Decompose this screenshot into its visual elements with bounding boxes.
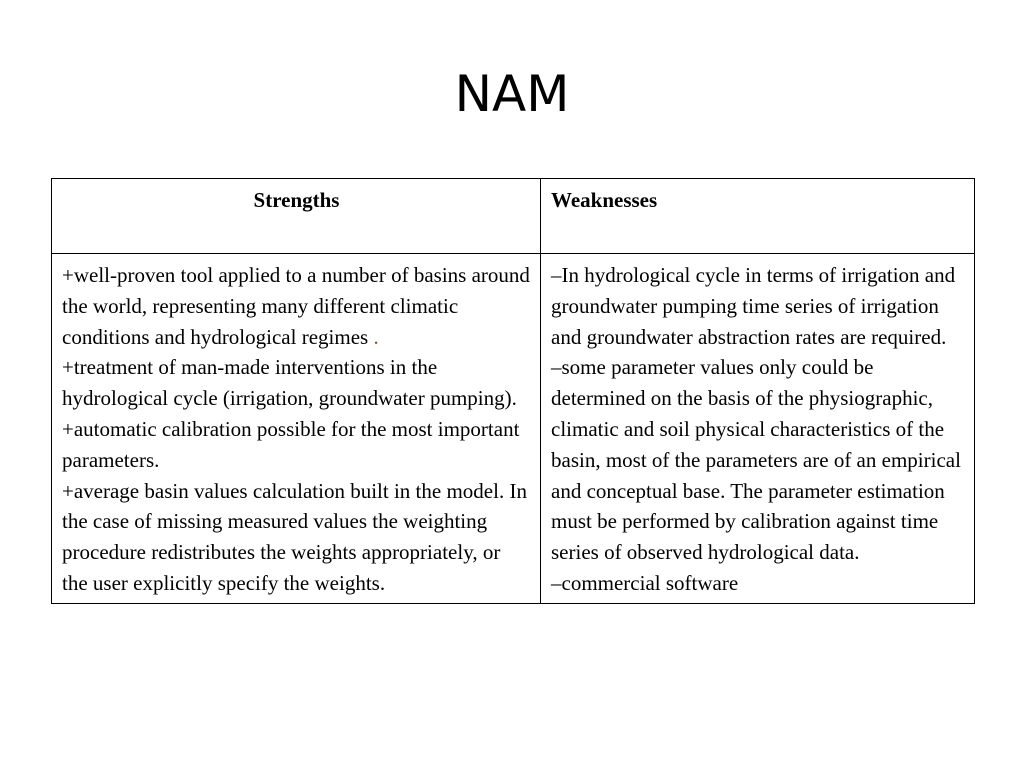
strengths-weaknesses-table bbox=[51, 178, 975, 604]
strength-item: +average basin values calculation built in the model. In the case of missing measured values the weighting procedure redistributes the weights appropriately, or the user explicitly specify the weights. bbox=[62, 478, 527, 595]
weakness-item: –commercial software bbox=[551, 570, 739, 595]
comparison-table-container bbox=[51, 178, 974, 604]
weakness-item: –In hydrological cycle in terms of irrigation and groundwater pumping time series of irrigation and groundwater abstraction rates are required. bbox=[551, 263, 956, 349]
strength-item: +automatic calibration possible for the most important parameters. bbox=[62, 416, 520, 472]
weaknesses-cell bbox=[541, 254, 975, 604]
strength-item-suffix: . bbox=[373, 324, 379, 349]
strengths-header: Strengths bbox=[52, 179, 541, 254]
weaknesses-header: Weaknesses bbox=[541, 179, 975, 254]
strengths-cell bbox=[52, 254, 541, 604]
weakness-item: –some parameter values only could be determined on the basis of the physiographic, climatic and soil physical characteristics of the basin, most of the parameters are of an empirical and conceptual base. The parameter estimation must be performed by calibration against time series of observed hydrological data. bbox=[551, 355, 961, 565]
table-body-row bbox=[52, 254, 975, 604]
strength-item: +treatment of man-made interventions in the hydrological cycle (irrigation, groundwater pumping). bbox=[62, 355, 517, 411]
strength-item-text: +well-proven tool applied to a number of basins around the world, representing many different climatic conditions and hydrological regimes bbox=[62, 263, 530, 349]
strength-item bbox=[62, 260, 531, 352]
table-header-row bbox=[52, 179, 975, 254]
slide-title: NAM bbox=[454, 65, 570, 123]
